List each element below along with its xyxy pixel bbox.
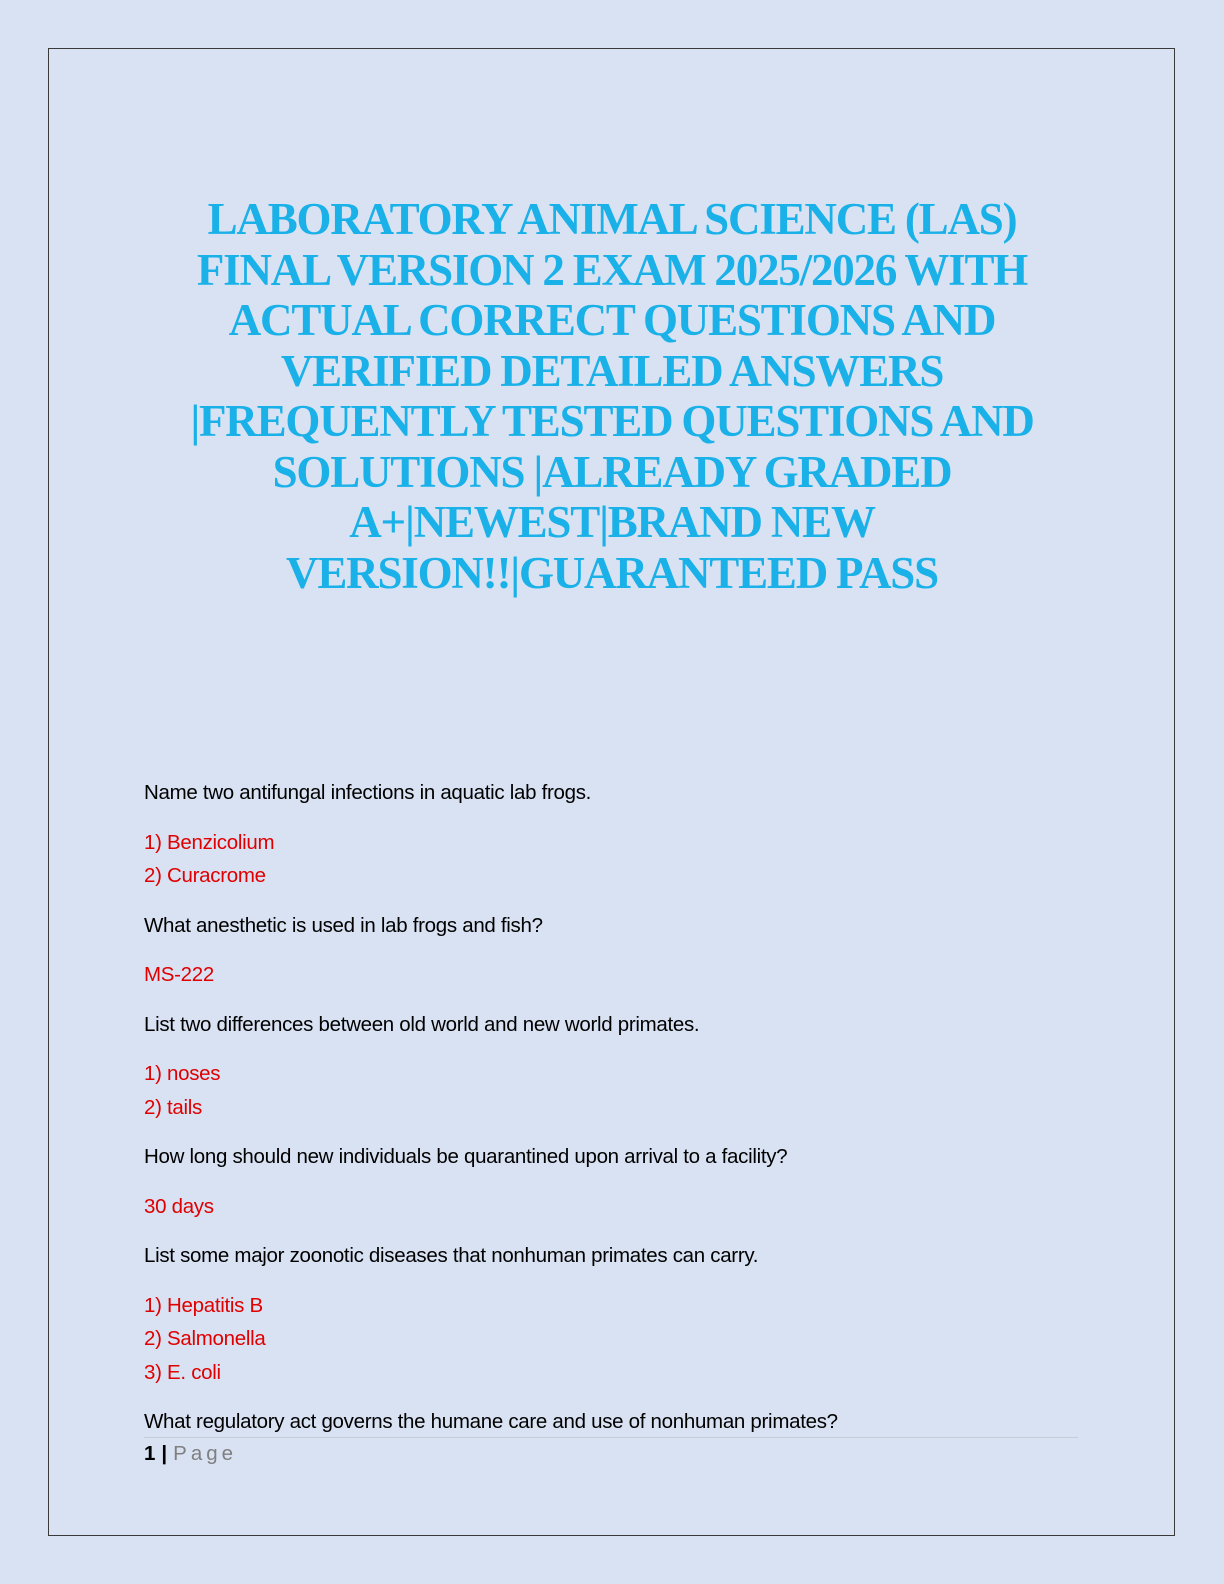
qa-list bbox=[144, 776, 1084, 1455]
page-number: 1 bbox=[144, 1442, 156, 1465]
answer-block bbox=[144, 1190, 1084, 1224]
answer-text: 30 days bbox=[144, 1194, 214, 1218]
answer-text: MS-222 bbox=[144, 963, 214, 986]
question-text: What anesthetic is used in lab frogs and fish? bbox=[144, 913, 543, 937]
answer-block bbox=[144, 1289, 1084, 1390]
document-title bbox=[150, 194, 1074, 598]
answer-text: 2) tails bbox=[144, 1095, 202, 1119]
title-line: SOLUTIONS |ALREADY GRADED bbox=[272, 446, 952, 497]
page-label: Page bbox=[173, 1442, 238, 1465]
answer-text: 1) Benzicolium bbox=[144, 830, 275, 854]
question-text: List some major zoonotic diseases that nonhuman primates can carry. bbox=[144, 1244, 759, 1267]
title-line: A+|NEWEST|BRAND NEW bbox=[349, 497, 875, 547]
answer-block bbox=[144, 958, 1084, 992]
footer-separator: | bbox=[161, 1442, 168, 1465]
question-text: Name two antifungal infections in aquatic lab frogs. bbox=[144, 781, 592, 804]
question-text: How long should new individuals be quarantined upon arrival to a facility? bbox=[144, 1145, 788, 1168]
page-footer bbox=[144, 1440, 237, 1468]
title-line: VERIFIED DETAILED ANSWERS bbox=[280, 345, 944, 396]
footer-divider bbox=[144, 1437, 1078, 1438]
answer-text: 1) noses bbox=[144, 1062, 221, 1085]
answer-text: 3) E. coli bbox=[144, 1360, 221, 1384]
title-line: FINAL VERSION 2 EXAM 2025/2026 WITH bbox=[196, 244, 1028, 295]
answer-block bbox=[144, 826, 1084, 893]
question-text: What regulatory act governs the humane care and use of nonhuman primates? bbox=[144, 1410, 838, 1433]
title-line: |FREQUENTLY TESTED QUESTIONS AND bbox=[190, 396, 1034, 446]
answer-text: 2) Curacrome bbox=[144, 864, 266, 887]
answer-text: 1) Hepatitis B bbox=[144, 1293, 263, 1317]
title-line: LABORATORY ANIMAL SCIENCE (LAS) bbox=[207, 194, 1017, 244]
title-line: ACTUAL CORRECT QUESTIONS AND bbox=[228, 295, 996, 345]
answer-text: 2) Salmonella bbox=[144, 1327, 266, 1350]
answer-block bbox=[144, 1057, 1084, 1124]
title-line: VERSION!!|GUARANTEED PASS bbox=[286, 547, 938, 598]
question-text: List two differences between old world and new world primates. bbox=[144, 1012, 700, 1036]
